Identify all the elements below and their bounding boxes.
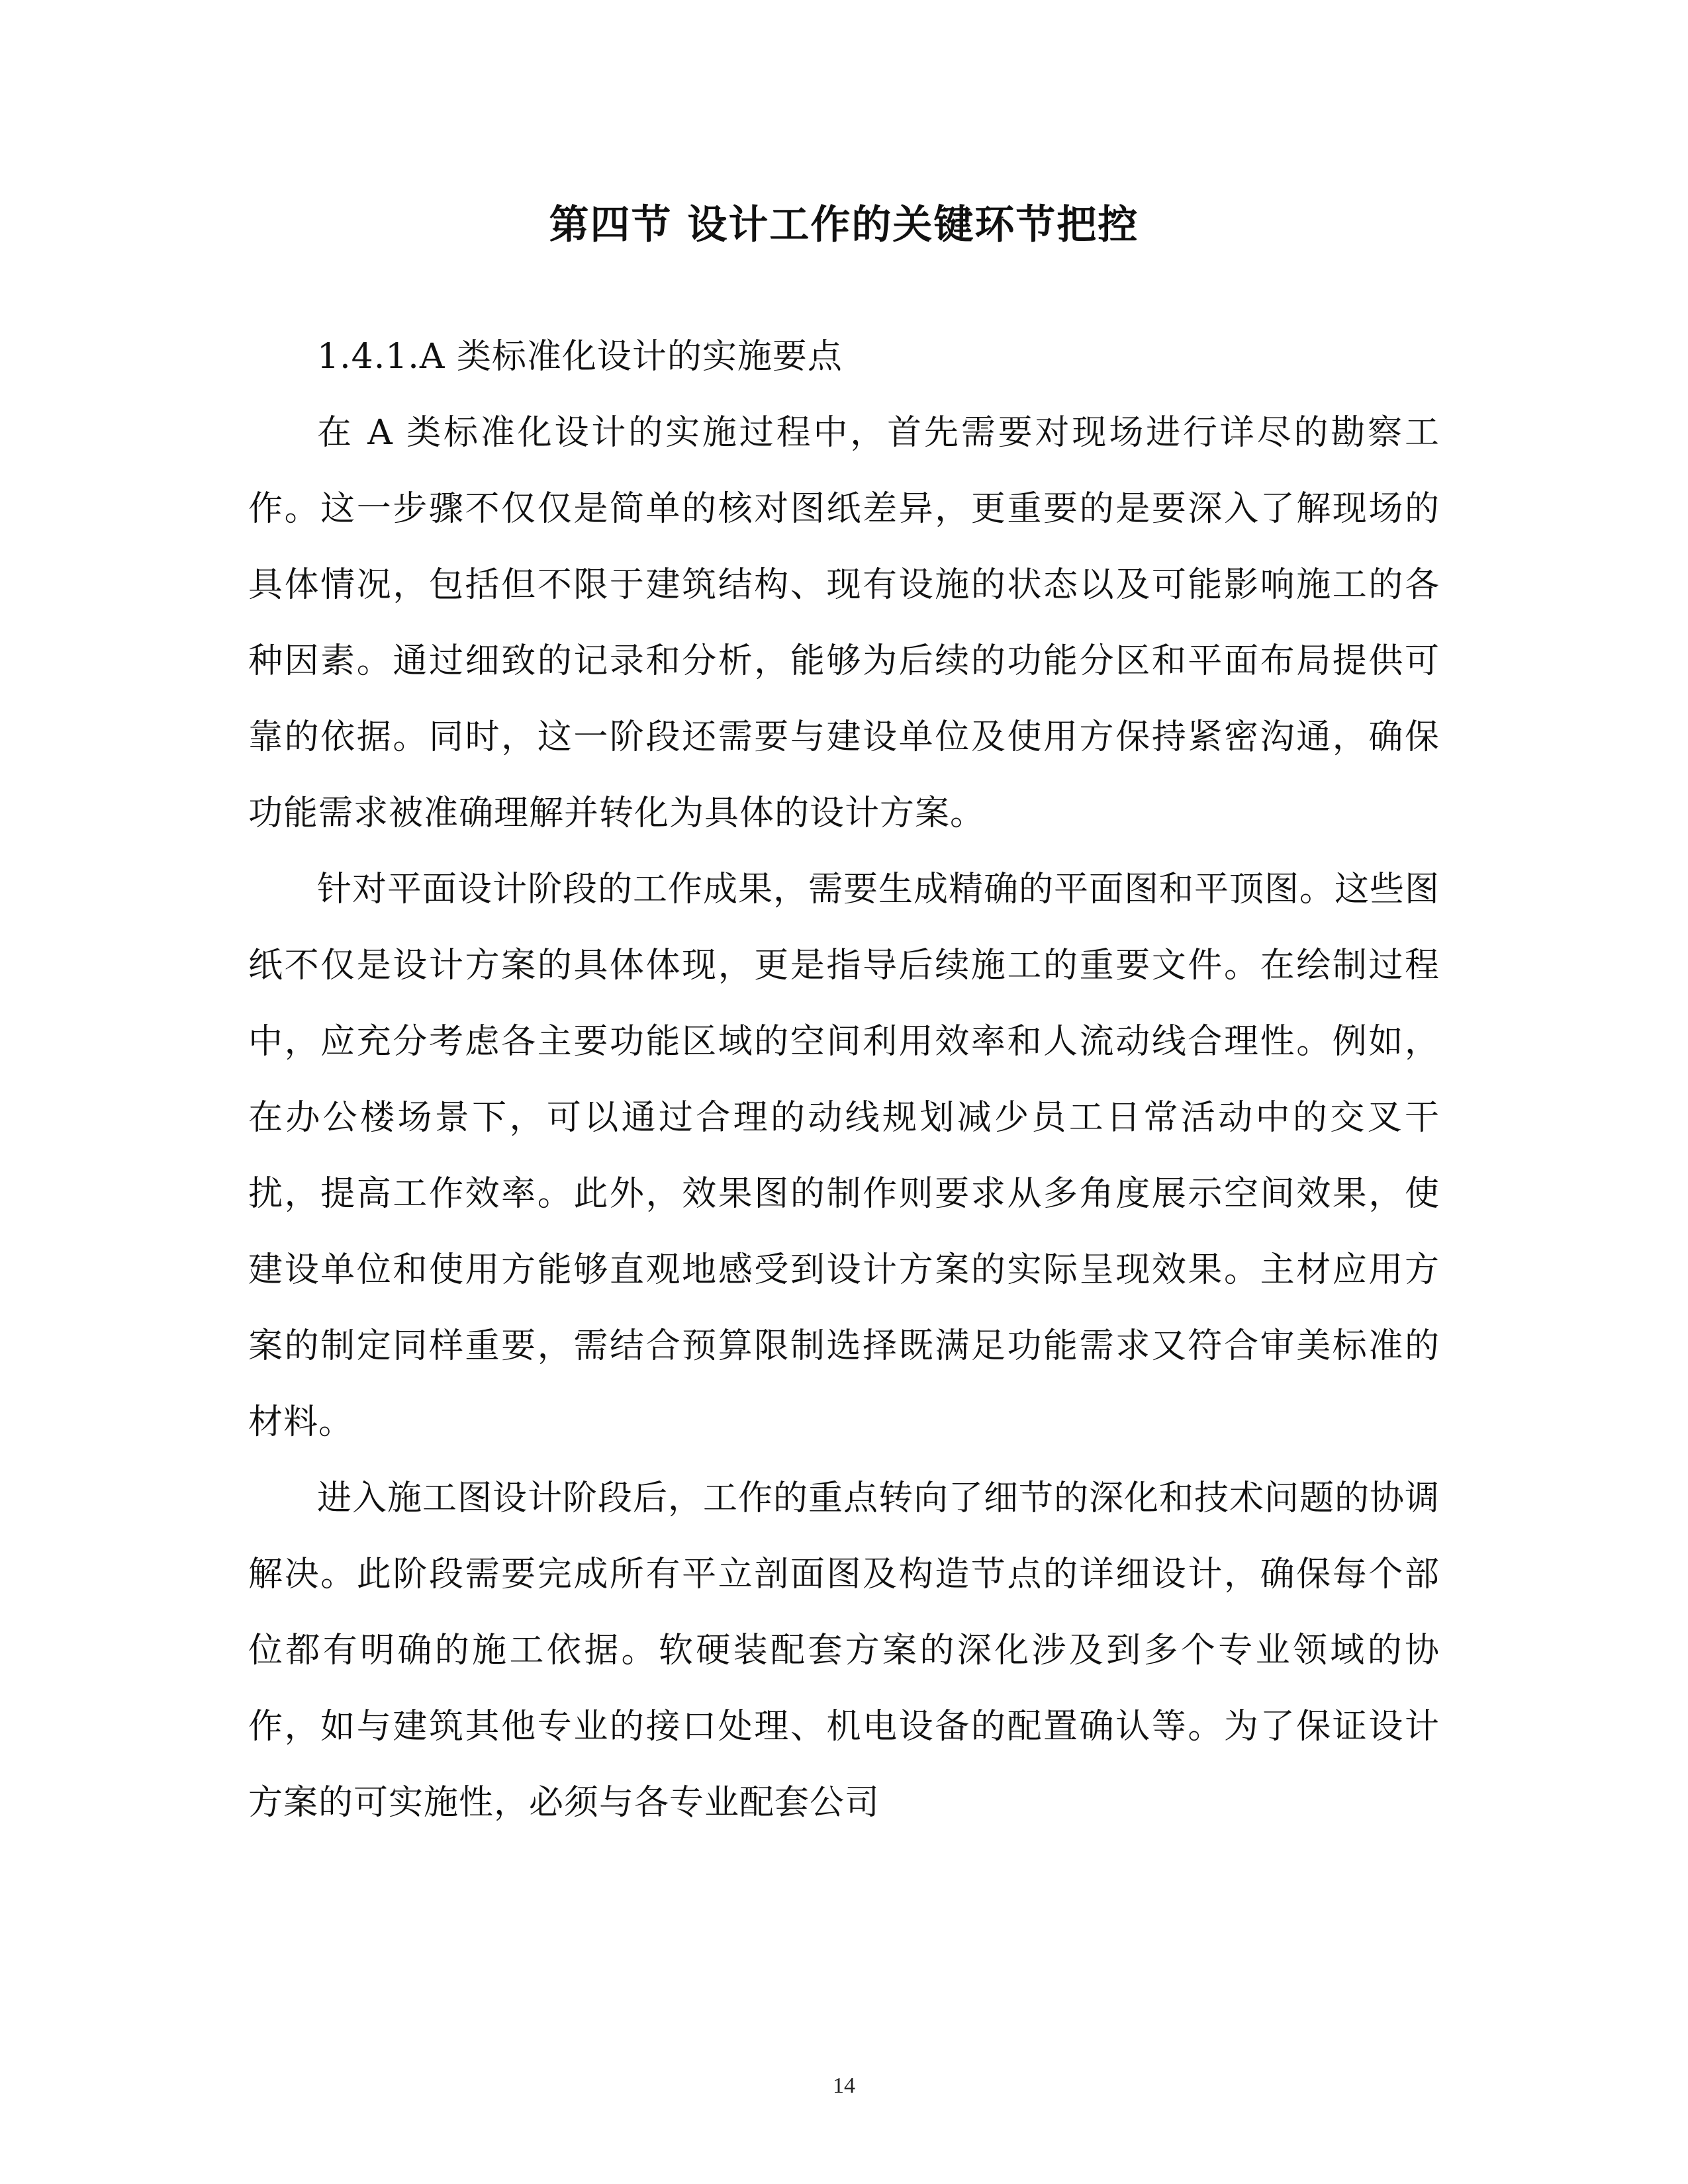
- paragraph-2: 针对平面设计阶段的工作成果，需要生成精确的平面图和平顶图。这些图纸不仅是设计方案的具体体现，更是指导后续施工的重要文件。在绘制过程中，应充分考虑各主要功能区域的空间利用效率和人流动线合理性。例如，在办公楼场景下，可以通过合理的动线规划减少员工日常活动中的交叉干扰，提高工作效率。此外，效果图的制作则要求从多角度展示空间效果，使建设单位和使用方能够直观地感受到设计方案的实际呈现效果。主材应用方案的制定同样重要，需结合预算限制选择既满足功能需求又符合审美标准的材料。: [248, 870, 1440, 1442]
- paragraph-3: 进入施工图设计阶段后，工作的重点转向了细节的深化和技术问题的协调解决。此阶段需要完成所有平立剖面图及构造节点的详细设计，确保每个部位都有明确的施工依据。软硬装配套方案的深化涉及到多个专业领域的协作，如与建筑其他专业的接口处理、机电设备的配置确认等。为了保证设计方案的可实施性，必须与各专业配套公司: [248, 1479, 1440, 1823]
- paragraph-1: 在 A 类标准化设计的实施过程中，首先需要对现场进行详尽的勘察工作。这一步骤不仅仅是简单的核对图纸差异，更重要的是要深入了解现场的具体情况，包括但不限于建筑结构、现有设施的状态以及可能影响施工的各种因素。通过细致的记录和分析，能够为后续的功能分区和平面布局提供可靠的依据。同时，这一阶段还需要与建设单位及使用方保持紧密沟通，确保功能需求被准确理解并转化为具体的设计方案。: [248, 413, 1440, 833]
- subsection-heading: 1.4.1.A 类标准化设计的实施要点: [317, 337, 843, 377]
- section-title: 第四节 设计工作的关键环节把控: [549, 202, 1139, 248]
- page-number: 14: [833, 2073, 855, 2098]
- body-text: [248, 319, 1440, 1841]
